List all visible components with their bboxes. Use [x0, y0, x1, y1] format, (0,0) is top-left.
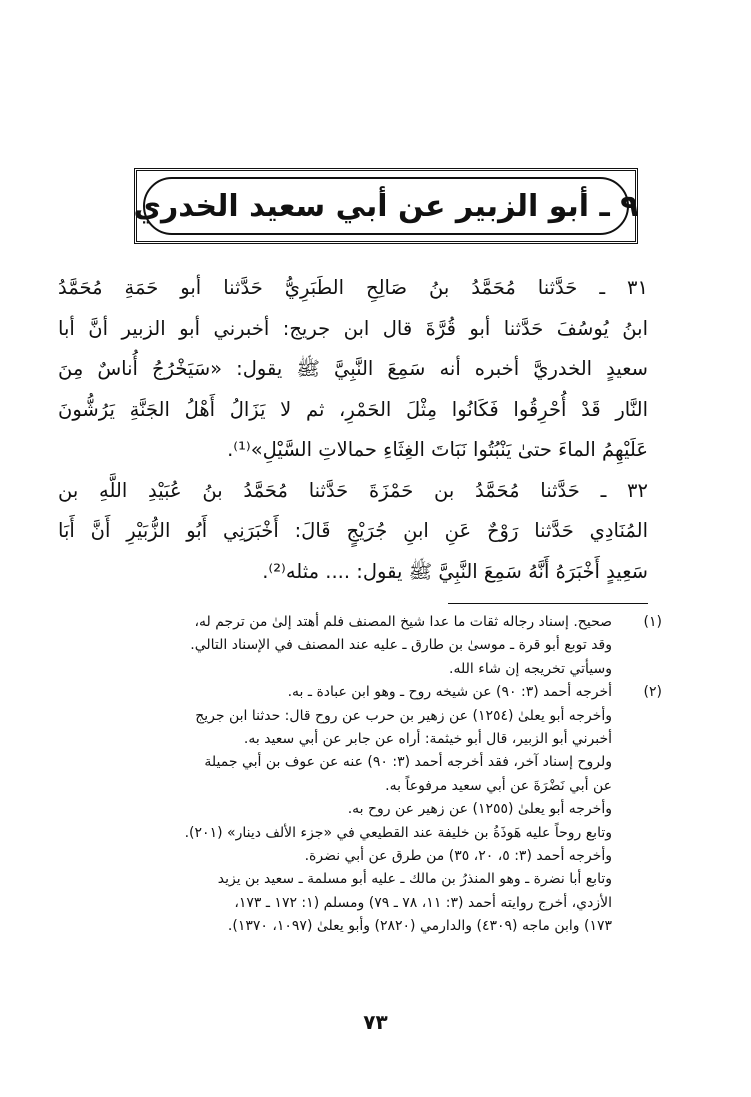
hadith-line: سَعِيدٍ أَخْبَرَهُ أَنَّهُ سَمِعَ النَّبِيَّ ﷺ يقول: .... مثله⁽²⁾. [262, 559, 648, 583]
hadith-line: سعيدٍ الخدريَّ أخبره أنه سَمِعَ النَّبِيَّ ﷺ يقول: «سَيَخْرُجُ أُناسٌ مِنَ [58, 357, 648, 380]
footnote-line: وأخرجه أبو يعلىٰ (١٢٥٥) عن زهير عن روح به. [347, 801, 612, 818]
hadith-32 [58, 471, 648, 593]
hadith-line: ابنُ يُوسُفَ حَدَّثنا أبو قُرَّةَ قال ابن جريج: أخبرني أبو الزبير أنَّ أبا [58, 316, 648, 340]
footnote-line: عن أبي نَضْرَةَ عن أبي سعيد مرفوعاً به. [385, 777, 612, 794]
chapter-title-frame [134, 168, 638, 244]
footnote-1 [104, 611, 662, 681]
hadith-line: ٣١ ـ حَدَّثنا مُحَمَّدُ بنُ صَالِحِ الطَبَرِيُّ حَدَّثنا أبو حَمَةِ مُحَمَّدُ [58, 276, 648, 299]
footnote-number: (٢) [643, 684, 662, 701]
footnote-line: وسيأتي تخريجه إن شاء الله. [449, 660, 612, 677]
chapter-title-cartouche [133, 177, 639, 235]
hadith-line: عَلَيْهِمُ الماءَ حتىٰ يَنْبُتُوا نَبَاتَ الغِثَاءِ حمالاتِ السَّيْلِ»⁽¹⁾. [227, 438, 648, 461]
footnote-line: صحيح. إسناد رجاله ثقات ما عدا شيخ المصنف فلم أهتد إلىٰ من ترجم له، [194, 614, 612, 630]
footnotes [104, 611, 662, 939]
footnote-2 [104, 681, 662, 938]
chapter-title: ٩ ـ أبو الزبير عن أبي سعيد الخدري [133, 188, 639, 224]
footnote-line: ١٧٣) وابن ماجه (٤٣٠٩) والدارمي (٢٨٢٠) وأبو يعلىٰ (١٠٩٧، ١٣٧٠). [227, 918, 612, 935]
footnote-line: وتابع روحاً عليه هَوذَةُ بن خليفة عند القطيعي في «جزء الألف دينار» (٢٠١). [184, 824, 612, 841]
footnote-line: وقد توبع أبو قرة ـ موسىٰ بن طارق ـ عليه عند المصنف في الإسناد التالي. [190, 637, 612, 654]
footnote-separator [448, 603, 648, 604]
footnote-number: (١) [643, 614, 662, 630]
footnote-line: ولروح إسناد آخر، فقد أخرجه أحمد (٣: ٩٠) عنه عن عوف بن أبي جميلة [204, 754, 612, 771]
hadith-line: المُنَادِي حَدَّثنا رَوْحٌ عَنِ ابنِ جُرَيْجٍ قَالَ: أَخْبَرَنِي أَبُو الزُّبَيْرِ أَنَّ أَبَا [58, 519, 648, 542]
footnote-line: وتابع أبا نضرة ـ وهو المنذرُ بن مالك ـ عليه أبو مسلمة ـ سعيد بن يزيد [217, 871, 612, 888]
hadith-text [58, 268, 648, 592]
hadith-line: ٣٢ ـ حَدَّثنا مُحَمَّدُ بن حَمْزَةَ حَدَّثنا مُحَمَّدُ بنُ عُبَيْدِ اللَّهِ بن [58, 478, 648, 502]
hadith-line: النَّار قَدْ أُحْرِقُوا فَكَانُوا مِثْلَ الحَمْرِ، ثم لا يَزَالُ أَهْلُ الجَنَّةِ يَرُشُّونَ [58, 397, 648, 421]
footnote-line: وأخرجه أحمد (٣: ٥، ٢٠، ٣٥) من طرق عن أبي نضرة. [304, 848, 612, 865]
page-number: ٧٣ [363, 1010, 388, 1034]
hadith-31 [58, 268, 648, 471]
footnote-line: وأخرجه أبو يعلىٰ (١٢٥٤) عن زهير بن حرب عن روح قال: حدثنا ابن جريج [195, 707, 612, 724]
footnote-line: أخبرني أبو الزبير، قال أبو خيثمة: أراه عن جابر عن أبي سعيد به. [243, 731, 612, 748]
footnote-line: الأزدي، أخرج روايته أحمد (٣: ١١، ٧٨ ـ ٧٩) ومسلم (١: ١٧٢ ـ ١٧٣، [234, 894, 612, 911]
footnote-line: أخرجه أحمد (٣: ٩٠) عن شيخه روح ـ وهو ابن عبادة ـ به. [287, 684, 612, 701]
